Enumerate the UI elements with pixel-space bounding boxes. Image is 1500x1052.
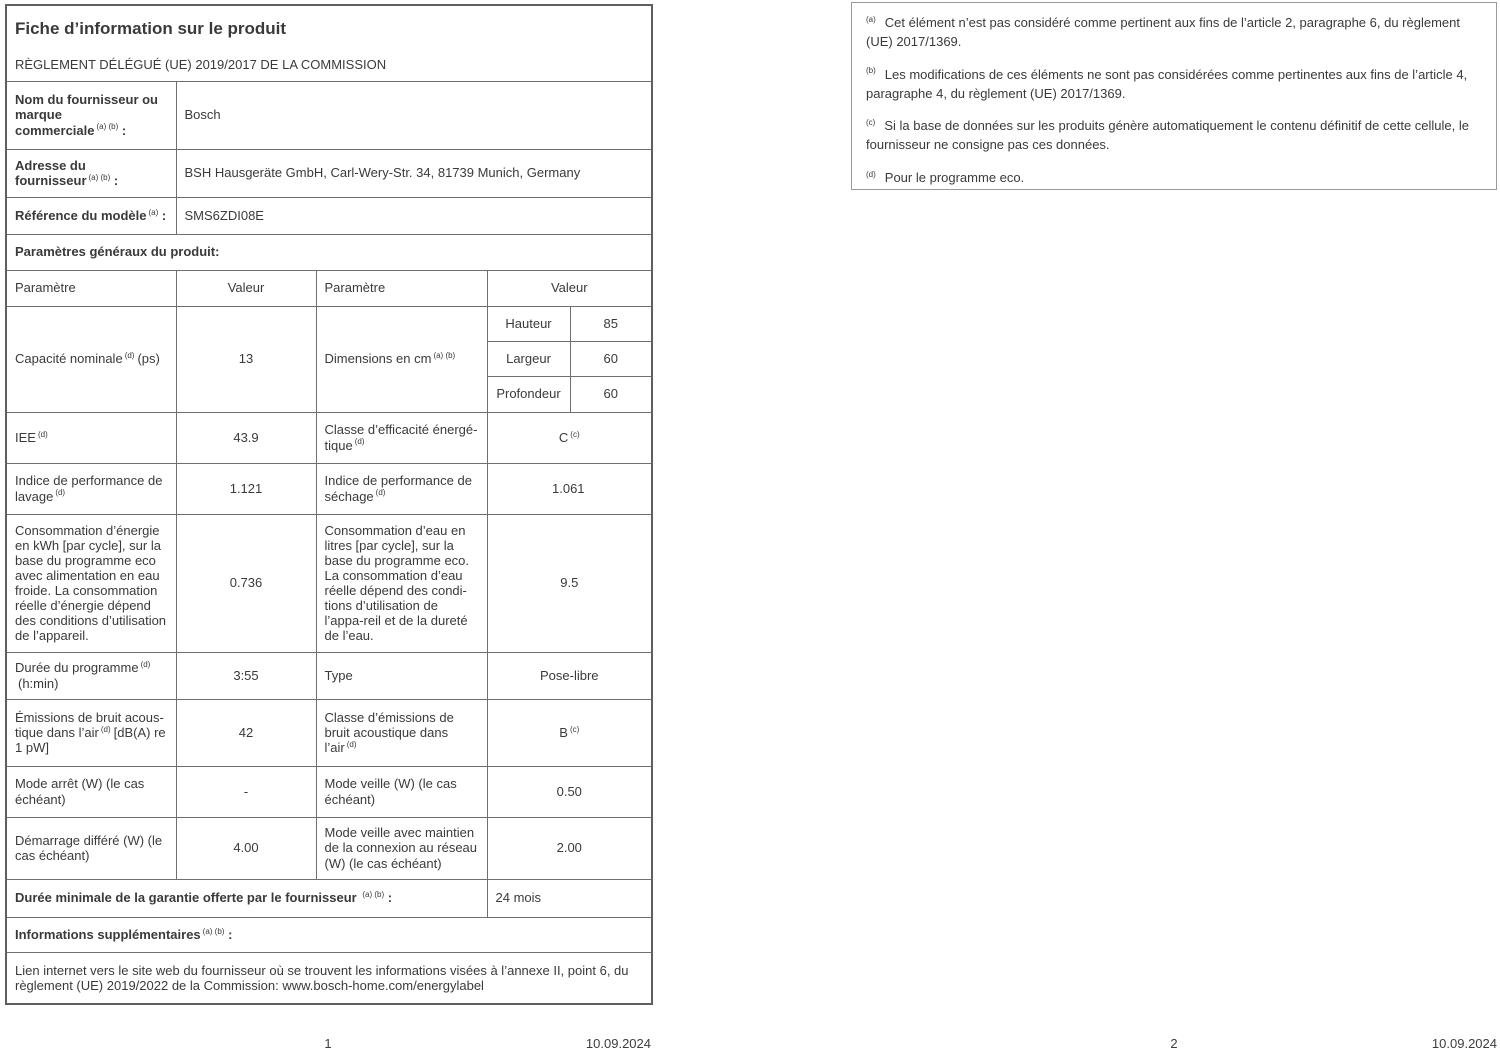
footnote-marker: (b) xyxy=(866,66,876,76)
footnote-ref: (a) xyxy=(148,207,159,217)
dimension-value-cell xyxy=(570,376,652,412)
param-label: Mode veille avec maintien de la connexion au réseau (W) (le cas échéant) xyxy=(324,825,478,871)
value: - xyxy=(243,783,249,799)
param-label: Indice de performance de séchage xyxy=(324,473,472,504)
footnote-ref: (d) xyxy=(140,660,151,670)
value: 0.50 xyxy=(556,783,582,799)
param-cell xyxy=(316,306,487,412)
param-cell xyxy=(6,306,176,412)
param-label: Consommation d’eau en litres [par cycle], sur la base du programme eco. La consommation d’eau réelle dépend des condi-tions d’utilisation de l’appa-reil et de la dureté de l’eau. xyxy=(324,522,470,644)
dimension-value-cell xyxy=(570,306,652,341)
column-header xyxy=(6,270,176,306)
page2-number: 2 xyxy=(1170,1036,1178,1051)
table-row xyxy=(6,879,652,917)
supplier-name-label-cell xyxy=(6,81,176,149)
footnote-ref: (d) xyxy=(124,351,135,361)
dimension-label-cell xyxy=(487,306,570,341)
value-cell xyxy=(176,306,316,412)
supplier-name-value: Bosch xyxy=(184,107,221,123)
param-label: Dimensions en cm xyxy=(324,351,432,367)
dimension-label: Hauteur xyxy=(505,315,552,331)
value-cell xyxy=(176,514,316,652)
column-header xyxy=(316,270,487,306)
param-cell xyxy=(316,463,487,514)
value-cell xyxy=(487,699,652,766)
value: C xyxy=(558,429,569,445)
param-label-extra: [dB(A) re 1 pW] xyxy=(15,724,166,756)
column-header-label: Paramètre xyxy=(324,280,386,296)
table-row xyxy=(6,514,652,652)
supplier-link-cell xyxy=(6,952,652,1004)
page1-number: 1 xyxy=(324,1036,332,1051)
footnote-ref: (c) xyxy=(569,724,580,734)
value: 13 xyxy=(238,351,254,367)
value: 2.00 xyxy=(556,840,582,856)
param-label: Classe d’efficacité énergé-tique xyxy=(324,422,478,453)
dimension-value: 60 xyxy=(603,350,618,366)
param-label: IEE xyxy=(15,429,36,445)
param-cell xyxy=(316,412,487,463)
supplier-address-label-cell xyxy=(6,149,176,197)
dimension-label: Largeur xyxy=(506,350,551,366)
table-row xyxy=(6,81,652,149)
page2-date: 10.09.2024 xyxy=(1431,1036,1497,1051)
footnote-marker: (a) xyxy=(866,14,876,24)
warranty-value-cell xyxy=(487,879,652,917)
warranty-value: 24 mois xyxy=(495,890,542,906)
supplier-link-text: Lien internet vers le site web du fournisseur où se trouvent les informations visées à l’annexe II, point 6, du règlement (UE) 2019/2022 de la Commission: www.bosch-home.com/energylabel xyxy=(15,962,629,993)
general-parameters-header-cell xyxy=(6,234,652,270)
value-cell xyxy=(487,514,652,652)
table-row xyxy=(6,917,652,952)
param-cell xyxy=(6,514,176,652)
param-cell xyxy=(6,412,176,463)
dimension-label: Profondeur xyxy=(496,386,561,402)
value: 9.5 xyxy=(560,575,579,591)
value: 42 xyxy=(238,724,254,740)
additional-info-label: Informations supplémentaires xyxy=(15,926,201,942)
table-row xyxy=(6,766,652,817)
table-row xyxy=(6,149,652,197)
param-label: Indice de performance de lavage xyxy=(15,473,163,504)
model-reference-value-cell xyxy=(176,197,652,234)
param-label: Démarrage différé (W) (le cas échéant) xyxy=(15,832,163,863)
supplier-name-value-cell xyxy=(176,81,652,149)
footnote-ref: (d) xyxy=(55,488,66,498)
dimension-label-cell xyxy=(487,341,570,376)
param-label-extra: (ps) xyxy=(137,351,160,367)
footnote-ref: (a) (b) xyxy=(433,351,456,361)
param-label: Mode veille (W) (le cas échéant) xyxy=(324,776,457,807)
regulation-subtitle: RÈGLEMENT DÉLÉGUÉ (UE) 2019/2017 DE LA COMMISSION xyxy=(15,56,387,72)
value-cell xyxy=(487,817,652,879)
footnote-ref: (c) xyxy=(570,429,580,439)
column-header-label: Paramètre xyxy=(15,280,76,296)
value: 3:55 xyxy=(233,667,259,683)
supplier-address-label: Adresse du fournisseur xyxy=(15,157,87,188)
param-label: Émissions de bruit acous-tique dans l’air xyxy=(15,709,164,740)
param-cell xyxy=(316,766,487,817)
label-colon: : xyxy=(228,926,233,942)
value-cell xyxy=(487,652,652,699)
param-label: Mode arrêt (W) (le cas échéant) xyxy=(15,776,145,807)
param-cell xyxy=(6,766,176,817)
table-row xyxy=(6,952,652,1004)
footnote-text: Cet élément n’est pas considéré comme pertinent aux fins de l’article 2, paragraphe 6, du règlement (UE) 2017/1369. xyxy=(866,15,1460,49)
table-row xyxy=(6,412,652,463)
table-row xyxy=(6,463,652,514)
page-title: Fiche d’information sur le produit xyxy=(15,18,287,38)
param-cell xyxy=(6,817,176,879)
value: Pose-libre xyxy=(540,667,599,683)
param-cell xyxy=(316,817,487,879)
supplier-address-value: BSH Hausgeräte GmbH, Carl-Wery-Str. 34, 81739 Munich, Germany xyxy=(184,165,581,181)
warranty-label-cell xyxy=(6,879,487,917)
column-header-label: Valeur xyxy=(550,280,588,296)
value-cell xyxy=(487,766,652,817)
dimension-label-cell xyxy=(487,376,570,412)
param-label: Capacité nominale xyxy=(15,351,123,367)
footnote-b xyxy=(866,66,1482,104)
footnotes-box xyxy=(851,2,1497,190)
param-label: Classe d’émissions de bruit acoustique dans l’air xyxy=(324,709,454,756)
param-label-extra: (h:min) xyxy=(18,675,59,691)
table-row xyxy=(6,652,652,699)
param-cell xyxy=(6,699,176,766)
param-cell xyxy=(316,699,487,766)
product-fiche-table xyxy=(5,4,653,1005)
param-label: Durée du programme xyxy=(15,660,139,676)
footnote-ref: (d) xyxy=(37,429,48,439)
footnote-ref: (d) xyxy=(375,488,386,498)
column-header-label: Valeur xyxy=(227,280,265,296)
title-cell xyxy=(6,5,652,81)
footnote-marker: (d) xyxy=(866,169,876,179)
table-row xyxy=(6,699,652,766)
value: 4.00 xyxy=(233,840,259,856)
general-parameters-header: Paramètres généraux du produit: xyxy=(15,244,220,260)
dimension-value: 85 xyxy=(603,315,618,331)
footnote-ref: (a) (b) xyxy=(96,122,119,132)
footnote-text: Pour le programme eco. xyxy=(884,170,1025,186)
footnote-ref: (d) xyxy=(354,437,365,447)
footnote-a xyxy=(866,14,1482,52)
table-row xyxy=(6,817,652,879)
page1-date: 10.09.2024 xyxy=(585,1036,651,1051)
table-row xyxy=(6,197,652,234)
model-reference-label: Référence du modèle xyxy=(15,207,147,223)
value-cell xyxy=(487,463,652,514)
supplier-address-value-cell xyxy=(176,149,652,197)
footnote-d xyxy=(866,169,1482,188)
param-label: Consommation d’énergie en kWh [par cycle], sur la base du programme eco avec alimentation en eau froide. La consommation réelle d’énergie dépend des conditions d’utilisation de l’appareil. xyxy=(15,522,167,644)
value: 1.061 xyxy=(552,480,585,496)
param-cell xyxy=(316,652,487,699)
footnote-ref: (a) (b) xyxy=(362,890,385,900)
supplier-name-label: Nom du fournisseur ou marque commerciale xyxy=(15,92,158,138)
column-header xyxy=(176,270,316,306)
table-row xyxy=(6,306,652,341)
param-cell xyxy=(316,514,487,652)
value: B xyxy=(559,724,568,740)
value: 0.736 xyxy=(229,575,263,591)
footnote-text: Les modifications de ces éléments ne sont pas considérées comme pertinentes aux fins de l’article 4, paragraphe 4, du règlement (UE) 2017/1369. xyxy=(866,66,1468,101)
value-cell xyxy=(176,766,316,817)
value-cell xyxy=(176,412,316,463)
footnote-ref: (a) (b) xyxy=(88,172,111,182)
value-cell xyxy=(176,463,316,514)
value: 43.9 xyxy=(233,429,259,445)
label-colon: : xyxy=(387,890,393,906)
label-colon: : xyxy=(113,173,119,188)
value-cell xyxy=(176,817,316,879)
footnote-text: Si la base de données sur les produits génère automatiquement le contenu définitif de cette cellule, le fournisseur ne consigne pas ces données. xyxy=(866,118,1469,153)
table-row xyxy=(6,5,652,81)
dimension-value: 60 xyxy=(603,386,618,402)
value-cell xyxy=(176,652,316,699)
label-colon: : xyxy=(121,122,127,138)
column-header xyxy=(487,270,652,306)
param-cell xyxy=(6,463,176,514)
table-row xyxy=(6,234,652,270)
footnote-ref: (d) xyxy=(346,739,357,749)
footnote-ref: (d) xyxy=(100,724,111,734)
label-colon: : xyxy=(161,207,167,223)
model-reference-value: SMS6ZDI08E xyxy=(184,207,264,223)
footnote-c xyxy=(866,117,1482,155)
footnote-ref: (a) (b) xyxy=(202,926,225,936)
value-cell xyxy=(487,412,652,463)
warranty-label: Durée minimale de la garantie offerte par le fournisseur xyxy=(15,890,357,906)
model-reference-label-cell xyxy=(6,197,176,234)
column-header-row xyxy=(6,270,652,306)
value: 1.121 xyxy=(229,480,263,496)
footnote-marker: (c) xyxy=(866,118,876,128)
additional-info-header-cell xyxy=(6,917,652,952)
value-cell xyxy=(176,699,316,766)
dimension-value-cell xyxy=(570,341,652,376)
param-cell xyxy=(6,652,176,699)
param-label: Type xyxy=(324,667,353,683)
